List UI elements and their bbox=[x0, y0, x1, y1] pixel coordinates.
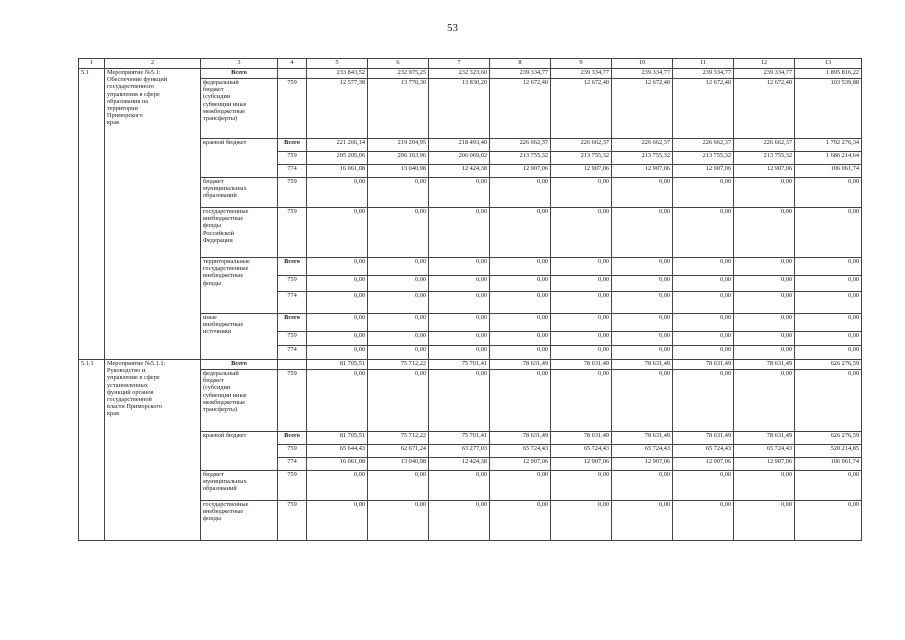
amount-cell: 0,00 bbox=[368, 314, 429, 332]
amount-cell: 0,00 bbox=[612, 276, 673, 292]
total-label: Всего bbox=[201, 360, 278, 370]
amount-cell: 78 631,49 bbox=[673, 360, 734, 370]
code-cell: Всего bbox=[278, 139, 307, 152]
amount-cell: 0,00 bbox=[368, 332, 429, 346]
amount-cell: 0,00 bbox=[490, 258, 551, 276]
amount-cell: 0,00 bbox=[429, 276, 490, 292]
amount-cell: 0,00 bbox=[429, 332, 490, 346]
code-cell: 759 bbox=[278, 332, 307, 346]
column-number: 12 bbox=[734, 59, 795, 69]
amount-cell: 0,00 bbox=[795, 314, 862, 332]
amount-cell: 0,00 bbox=[673, 332, 734, 346]
amount-cell: 0,00 bbox=[734, 501, 795, 541]
amount-cell: 12 907,06 bbox=[673, 458, 734, 471]
amount-cell: 0,00 bbox=[429, 208, 490, 258]
amount-cell: 12 907,06 bbox=[734, 458, 795, 471]
amount-cell: 0,00 bbox=[368, 258, 429, 276]
federal-budget-label: федеральный бюджет (субсидии субвенции иные межбюджетные трансферты) bbox=[201, 370, 278, 432]
amount-cell: 16 061,08 bbox=[307, 165, 368, 178]
amount-cell: 78 631,49 bbox=[612, 360, 673, 370]
amount-cell: 13 830,20 bbox=[429, 79, 490, 139]
amount-cell: 0,00 bbox=[490, 292, 551, 314]
amount-cell: 0,00 bbox=[429, 471, 490, 501]
amount-cell: 103 539,88 bbox=[795, 79, 862, 139]
column-number: 9 bbox=[551, 59, 612, 69]
measure-5-1-1 bbox=[79, 360, 862, 541]
amount-cell: 12 907,06 bbox=[612, 458, 673, 471]
amount-cell: 13 040,98 bbox=[368, 165, 429, 178]
amount-cell: 0,00 bbox=[734, 292, 795, 314]
municipal-budget-label: бюджет муниципальных образований bbox=[201, 471, 278, 501]
amount-cell: 0,00 bbox=[368, 370, 429, 432]
other-sources-label: иные внебюджетные источники bbox=[201, 314, 278, 360]
amount-cell: 205 205,06 bbox=[307, 152, 368, 165]
amount-cell: 12 672,40 bbox=[734, 79, 795, 139]
column-number: 3 bbox=[201, 59, 278, 69]
federal-budget-label: федеральный бюджет (субсидии субвенции иные межбюджетные трансферты) bbox=[201, 79, 278, 139]
amount-cell: 12 907,06 bbox=[673, 165, 734, 178]
code-cell: 774 bbox=[278, 346, 307, 360]
amount-cell: 239 334,77 bbox=[673, 69, 734, 79]
amount-cell: 0,00 bbox=[612, 292, 673, 314]
amount-cell: 0,00 bbox=[551, 178, 612, 208]
amount-cell: 0,00 bbox=[490, 332, 551, 346]
amount-cell: 0,00 bbox=[551, 292, 612, 314]
amount-cell: 0,00 bbox=[307, 501, 368, 541]
column-number: 13 bbox=[795, 59, 862, 69]
code-cell: Всего bbox=[278, 432, 307, 445]
amount-cell: 0,00 bbox=[795, 370, 862, 432]
amount-cell: 75 712,22 bbox=[368, 360, 429, 370]
amount-cell: 0,00 bbox=[673, 208, 734, 258]
amount-cell: 0,00 bbox=[551, 314, 612, 332]
amount-cell: 78 631,49 bbox=[490, 360, 551, 370]
amount-cell: 0,00 bbox=[490, 314, 551, 332]
amount-cell: 12 424,38 bbox=[429, 165, 490, 178]
column-number: 1 bbox=[79, 59, 105, 69]
amount-cell: 213 755,32 bbox=[734, 152, 795, 165]
amount-cell: 0,00 bbox=[673, 501, 734, 541]
amount-cell: 239 334,77 bbox=[734, 69, 795, 79]
code-cell: 759 bbox=[278, 276, 307, 292]
amount-cell: 0,00 bbox=[368, 276, 429, 292]
amount-cell: 78 631,49 bbox=[734, 360, 795, 370]
amount-cell: 0,00 bbox=[795, 292, 862, 314]
measure-name: Мероприятие №5.1: Обеспечение функций государственного управления в сфере образования на территории Приморского края bbox=[105, 69, 201, 360]
amount-cell: 0,00 bbox=[490, 346, 551, 360]
amount-cell: 0,00 bbox=[795, 501, 862, 541]
amount-cell: 0,00 bbox=[734, 258, 795, 276]
amount-cell: 78 631,49 bbox=[673, 432, 734, 445]
amount-cell: 0,00 bbox=[795, 178, 862, 208]
amount-cell: 0,00 bbox=[795, 258, 862, 276]
amount-cell: 65 724,43 bbox=[551, 445, 612, 458]
amount-cell: 0,00 bbox=[368, 346, 429, 360]
amount-cell: 239 334,77 bbox=[490, 69, 551, 79]
code-cell: 774 bbox=[278, 165, 307, 178]
amount-cell: 0,00 bbox=[795, 346, 862, 360]
amount-cell: 0,00 bbox=[551, 258, 612, 276]
amount-cell: 12 907,06 bbox=[612, 165, 673, 178]
code-cell: 759 bbox=[278, 370, 307, 432]
amount-cell: 0,00 bbox=[551, 501, 612, 541]
amount-cell: 226 662,37 bbox=[673, 139, 734, 152]
page-number: 53 bbox=[447, 22, 458, 34]
amount-cell: 232 975,25 bbox=[368, 69, 429, 79]
amount-cell: 13 040,98 bbox=[368, 458, 429, 471]
amount-cell: 0,00 bbox=[368, 501, 429, 541]
amount-cell: 12 907,06 bbox=[490, 458, 551, 471]
amount-cell: 0,00 bbox=[734, 208, 795, 258]
code-cell: 759 bbox=[278, 178, 307, 208]
municipal-budget-label: бюджет муниципальных образований bbox=[201, 178, 278, 208]
amount-cell: 0,00 bbox=[429, 370, 490, 432]
amount-cell: 520 214,85 bbox=[795, 445, 862, 458]
amount-cell: 239 334,77 bbox=[551, 69, 612, 79]
amount-cell: 0,00 bbox=[612, 501, 673, 541]
amount-cell: 12 672,40 bbox=[673, 79, 734, 139]
amount-cell: 0,00 bbox=[307, 332, 368, 346]
amount-cell: 106 061,74 bbox=[795, 458, 862, 471]
state-funds-label: государственные внебюджетные фонды bbox=[201, 501, 278, 541]
amount-cell: 213 755,32 bbox=[551, 152, 612, 165]
amount-cell: 0,00 bbox=[307, 370, 368, 432]
amount-cell: 0,00 bbox=[429, 178, 490, 208]
amount-cell: 0,00 bbox=[673, 292, 734, 314]
regional-budget-label: краевой бюджет bbox=[201, 139, 278, 178]
amount-cell: 78 631,49 bbox=[490, 432, 551, 445]
amount-cell: 65 724,43 bbox=[612, 445, 673, 458]
amount-cell: 0,00 bbox=[734, 471, 795, 501]
amount-cell: 12 907,06 bbox=[551, 458, 612, 471]
amount-cell: 1 895 816,22 bbox=[795, 69, 862, 79]
amount-cell: 65 724,43 bbox=[734, 445, 795, 458]
amount-cell: 0,00 bbox=[307, 276, 368, 292]
amount-cell: 78 631,49 bbox=[551, 360, 612, 370]
amount-cell: 0,00 bbox=[673, 471, 734, 501]
regional-budget-label: краевой бюджет bbox=[201, 432, 278, 471]
amount-cell: 75 701,41 bbox=[429, 432, 490, 445]
amount-cell: 0,00 bbox=[307, 314, 368, 332]
table-row bbox=[79, 69, 862, 79]
amount-cell: 226 662,37 bbox=[551, 139, 612, 152]
amount-cell: 206 163,96 bbox=[368, 152, 429, 165]
amount-cell: 1 792 276,34 bbox=[795, 139, 862, 152]
amount-cell: 0,00 bbox=[429, 292, 490, 314]
amount-cell: 226 662,37 bbox=[734, 139, 795, 152]
amount-cell: 65 724,43 bbox=[490, 445, 551, 458]
column-number-row bbox=[79, 59, 862, 69]
column-number: 6 bbox=[368, 59, 429, 69]
amount-cell: 0,00 bbox=[551, 346, 612, 360]
amount-cell: 0,00 bbox=[551, 276, 612, 292]
amount-cell: 12 672,40 bbox=[612, 79, 673, 139]
amount-cell: 213 755,32 bbox=[673, 152, 734, 165]
amount-cell: 0,00 bbox=[795, 208, 862, 258]
amount-cell: 12 907,06 bbox=[734, 165, 795, 178]
amount-cell: 226 662,37 bbox=[612, 139, 673, 152]
amount-cell: 0,00 bbox=[734, 346, 795, 360]
amount-cell: 213 755,32 bbox=[490, 152, 551, 165]
amount-cell: 12 577,38 bbox=[307, 79, 368, 139]
column-number: 7 bbox=[429, 59, 490, 69]
amount-cell: 13 770,30 bbox=[368, 79, 429, 139]
amount-cell: 78 631,49 bbox=[612, 432, 673, 445]
column-number: 5 bbox=[307, 59, 368, 69]
amount-cell: 0,00 bbox=[795, 471, 862, 501]
amount-cell: 0,00 bbox=[429, 314, 490, 332]
amount-cell: 0,00 bbox=[612, 258, 673, 276]
table-row bbox=[79, 360, 862, 370]
amount-cell: 0,00 bbox=[307, 208, 368, 258]
amount-cell: 0,00 bbox=[490, 370, 551, 432]
amount-cell: 0,00 bbox=[612, 314, 673, 332]
code-cell: 774 bbox=[278, 458, 307, 471]
code-cell bbox=[278, 360, 307, 370]
measure-name: Мероприятие №5.1.1: Руководство и управление в сфере установленных функций органов государственной власти Приморского края bbox=[105, 360, 201, 541]
amount-cell: 65 644,43 bbox=[307, 445, 368, 458]
amount-cell: 233 843,52 bbox=[307, 69, 368, 79]
amount-cell: 218 493,40 bbox=[429, 139, 490, 152]
measure-5-1 bbox=[79, 69, 862, 360]
amount-cell: 232 323,60 bbox=[429, 69, 490, 79]
measure-number: 5.1.1 bbox=[79, 360, 105, 541]
amount-cell: 65 724,43 bbox=[673, 445, 734, 458]
code-cell: 759 bbox=[278, 152, 307, 165]
code-cell: 759 bbox=[278, 208, 307, 258]
amount-cell: 0,00 bbox=[734, 178, 795, 208]
amount-cell: 0,00 bbox=[551, 370, 612, 432]
amount-cell: 0,00 bbox=[307, 292, 368, 314]
amount-cell: 0,00 bbox=[673, 276, 734, 292]
amount-cell: 0,00 bbox=[795, 332, 862, 346]
amount-cell: 0,00 bbox=[307, 178, 368, 208]
code-cell: 774 bbox=[278, 292, 307, 314]
amount-cell: 0,00 bbox=[612, 471, 673, 501]
code-cell: 759 bbox=[278, 445, 307, 458]
total-label: Всего bbox=[201, 69, 278, 79]
amount-cell: 221 266,14 bbox=[307, 139, 368, 152]
column-number: 8 bbox=[490, 59, 551, 69]
amount-cell: 239 334,77 bbox=[612, 69, 673, 79]
code-cell bbox=[278, 69, 307, 79]
amount-cell: 0,00 bbox=[673, 314, 734, 332]
territorial-funds-label: территориальные государственные внебюджетные фонды bbox=[201, 258, 278, 314]
amount-cell: 0,00 bbox=[795, 276, 862, 292]
amount-cell: 0,00 bbox=[551, 332, 612, 346]
amount-cell: 0,00 bbox=[490, 276, 551, 292]
amount-cell: 0,00 bbox=[612, 346, 673, 360]
amount-cell: 12 424,38 bbox=[429, 458, 490, 471]
amount-cell: 213 755,32 bbox=[612, 152, 673, 165]
amount-cell: 0,00 bbox=[490, 178, 551, 208]
measure-number: 5.1 bbox=[79, 69, 105, 360]
code-cell: Всего bbox=[278, 258, 307, 276]
amount-cell: 0,00 bbox=[429, 501, 490, 541]
amount-cell: 206 069,02 bbox=[429, 152, 490, 165]
budget-table bbox=[78, 58, 862, 541]
amount-cell: 106 061,74 bbox=[795, 165, 862, 178]
amount-cell: 12 907,06 bbox=[551, 165, 612, 178]
amount-cell: 0,00 bbox=[307, 258, 368, 276]
amount-cell: 0,00 bbox=[307, 346, 368, 360]
amount-cell: 0,00 bbox=[673, 178, 734, 208]
amount-cell: 0,00 bbox=[490, 208, 551, 258]
code-cell: Всего bbox=[278, 314, 307, 332]
amount-cell: 0,00 bbox=[551, 471, 612, 501]
amount-cell: 0,00 bbox=[612, 178, 673, 208]
amount-cell: 0,00 bbox=[490, 501, 551, 541]
amount-cell: 81 705,51 bbox=[307, 432, 368, 445]
code-cell: 759 bbox=[278, 501, 307, 541]
amount-cell: 0,00 bbox=[429, 346, 490, 360]
amount-cell: 12 907,06 bbox=[490, 165, 551, 178]
amount-cell: 0,00 bbox=[734, 276, 795, 292]
amount-cell: 12 672,40 bbox=[551, 79, 612, 139]
amount-cell: 626 276,59 bbox=[795, 360, 862, 370]
amount-cell: 0,00 bbox=[368, 292, 429, 314]
amount-cell: 0,00 bbox=[734, 314, 795, 332]
amount-cell: 0,00 bbox=[307, 471, 368, 501]
amount-cell: 0,00 bbox=[673, 370, 734, 432]
code-cell: 759 bbox=[278, 471, 307, 501]
amount-cell: 62 671,24 bbox=[368, 445, 429, 458]
amount-cell: 78 631,49 bbox=[734, 432, 795, 445]
amount-cell: 78 631,49 bbox=[551, 432, 612, 445]
column-number: 2 bbox=[105, 59, 201, 69]
column-number: 4 bbox=[278, 59, 307, 69]
amount-cell: 12 672,40 bbox=[490, 79, 551, 139]
amount-cell: 226 662,37 bbox=[490, 139, 551, 152]
column-number: 10 bbox=[612, 59, 673, 69]
amount-cell: 0,00 bbox=[551, 208, 612, 258]
amount-cell: 0,00 bbox=[368, 178, 429, 208]
amount-cell: 0,00 bbox=[612, 332, 673, 346]
amount-cell: 1 686 214,64 bbox=[795, 152, 862, 165]
amount-cell: 0,00 bbox=[429, 258, 490, 276]
amount-cell: 0,00 bbox=[368, 208, 429, 258]
amount-cell: 626 276,59 bbox=[795, 432, 862, 445]
amount-cell: 0,00 bbox=[734, 332, 795, 346]
code-cell: 759 bbox=[278, 79, 307, 139]
amount-cell: 0,00 bbox=[673, 258, 734, 276]
amount-cell: 0,00 bbox=[673, 346, 734, 360]
amount-cell: 0,00 bbox=[612, 370, 673, 432]
amount-cell: 0,00 bbox=[368, 471, 429, 501]
amount-cell: 219 204,95 bbox=[368, 139, 429, 152]
amount-cell: 81 705,51 bbox=[307, 360, 368, 370]
amount-cell: 75 701,41 bbox=[429, 360, 490, 370]
amount-cell: 0,00 bbox=[734, 370, 795, 432]
amount-cell: 75 712,22 bbox=[368, 432, 429, 445]
column-number: 11 bbox=[673, 59, 734, 69]
amount-cell: 0,00 bbox=[490, 471, 551, 501]
state-funds-label: государственные внебюджетные фонды Российской Федерации bbox=[201, 208, 278, 258]
amount-cell: 16 061,08 bbox=[307, 458, 368, 471]
amount-cell: 0,00 bbox=[612, 208, 673, 258]
amount-cell: 63 277,03 bbox=[429, 445, 490, 458]
